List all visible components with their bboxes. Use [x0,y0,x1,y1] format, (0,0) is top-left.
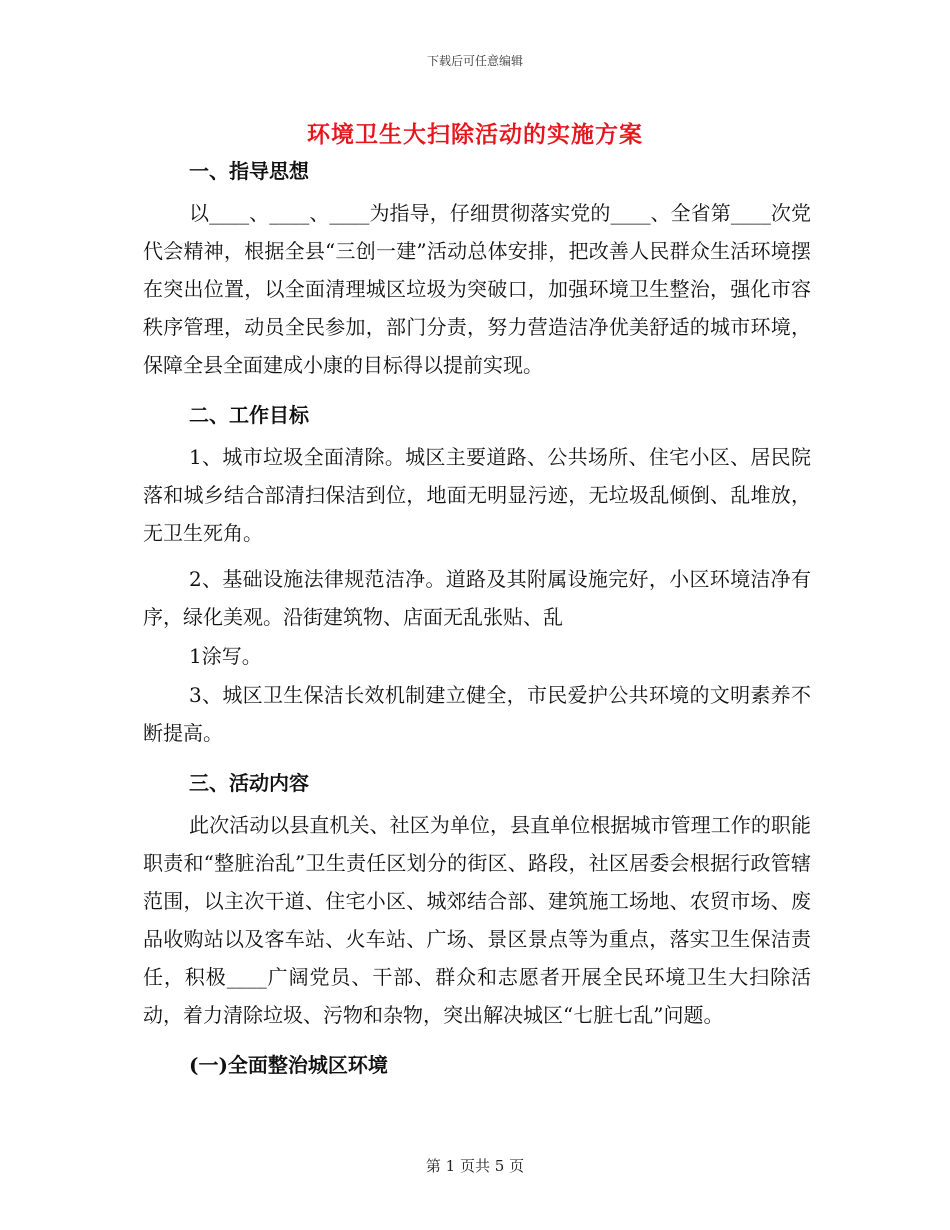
page-header: 下载后可任意编辑 [426,54,523,68]
paragraph-goal-2: 2、基础设施法律规范洁净。道路及其附属设施完好，小区环境洁净有序，绿化美观。沿街建筑物、店面无乱张贴、乱 [143,567,811,629]
section-heading-activity-content: 三、活动内容 [189,771,309,795]
document-title: 环境卫生大扫除活动的实施方案 [307,121,643,148]
page-footer: 第 1 页共 5 页 [425,1157,525,1175]
paragraph-goal-2-continued: 1涂写。 [189,644,262,668]
section-heading-guiding-ideology: 一、指导思想 [189,159,309,183]
subsection-heading-city-environment: (一)全面整治城区环境 [189,1053,388,1077]
document-body [143,148,811,1088]
paragraph-activity-content: 此次活动以县直机关、社区为单位，县直单位根据城市管理工作的职能职责和“整脏治乱”卫生责任区划分的街区、路段，社区居委会根据行政管辖范围，以主次干道、住宅小区、城郊结合部、建筑施工场地、农贸市场、废品收购站以及客车站、火车站、广场、景区景点等为重点，落实卫生保洁责任，积极____广阔党员、干部、群众和志愿者开展全民环境卫生大扫除活动，着力清除垃圾、污物和杂物，突出解决城区“七脏七乱”问题。 [143,813,811,1027]
paragraph-goal-3: 3、城区卫生保洁长效机制建立健全，市民爱护公共环境的文明素养不断提高。 [143,683,811,745]
paragraph-goal-1: 1、城市垃圾全面清除。城区主要道路、公共场所、住宅小区、居民院落和城乡结合部清扫保洁到位，地面无明显污迹，无垃圾乱倾倒、乱堆放，无卫生死角。 [143,445,811,545]
section-heading-work-goals: 二、工作目标 [189,403,309,427]
paragraph-guiding-ideology: 以____、____、____为指导，仔细贯彻落实党的____、全省第____次党代会精神，根据全县“三创一建”活动总体安排，把改善人民群众生活环境摆在突出位置，以全面清理城区垃圾为突破口，加强环境卫生整治，强化市容秩序管理，动员全民参加，部门分责，努力营造洁净优美舒适的城市环境，保障全县全面建成小康的目标得以提前实现。 [143,201,811,377]
